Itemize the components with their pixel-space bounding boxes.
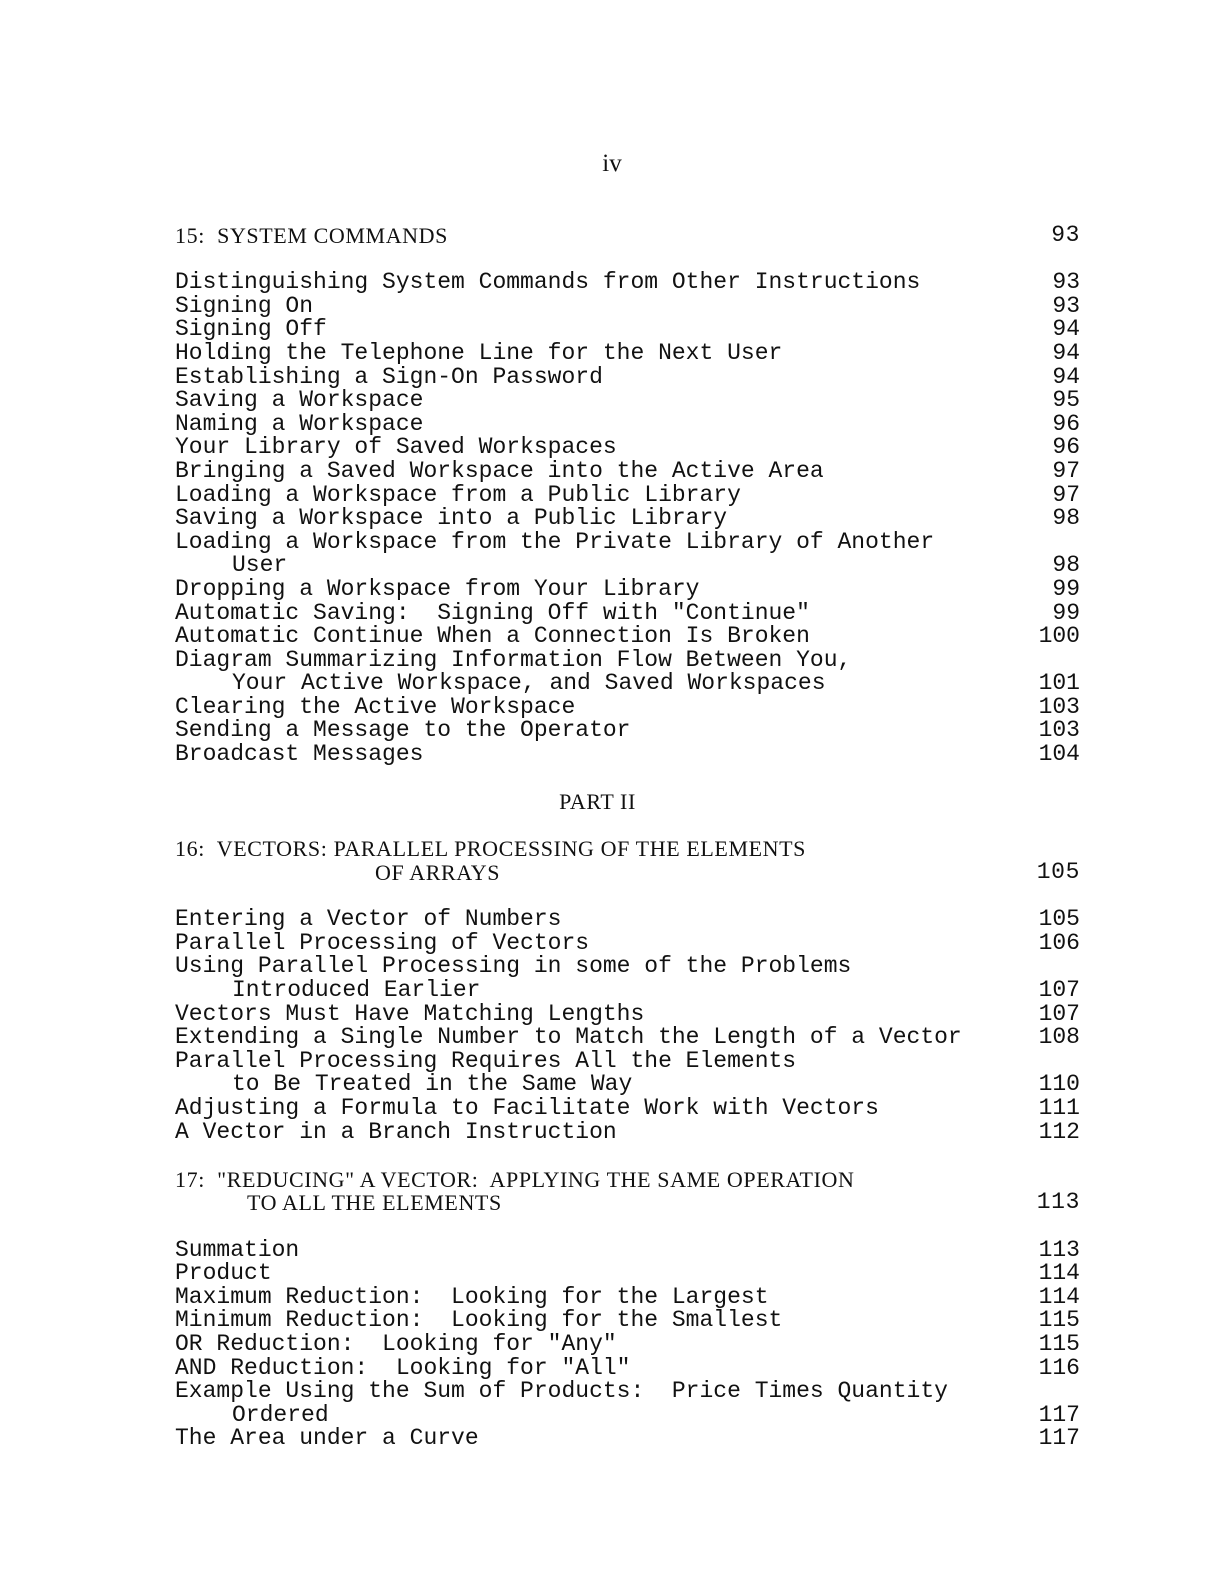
toc-entry	[175, 389, 1080, 413]
entry-title-continued: Ordered	[232, 1401, 329, 1428]
entry-page: 94	[1052, 316, 1080, 343]
entry-page: 112	[1038, 1118, 1080, 1145]
toc-list	[175, 908, 1080, 1144]
toc-entry	[175, 599, 1080, 626]
entry-title: Maximum Reduction: Looking for the Largest	[175, 1283, 769, 1310]
toc-entry	[175, 1118, 1080, 1145]
entry-title-continued: Your Active Workspace, and Saved Workspaces	[232, 670, 826, 697]
table-of-contents	[175, 224, 1080, 1451]
entry-title: Parallel Processing of Vectors	[175, 929, 590, 956]
toc-entry-continued	[175, 979, 1080, 1003]
chapter-title-continued: TO ALL THE ELEMENTS	[247, 1190, 502, 1216]
entry-page: 100	[1038, 623, 1080, 650]
entry-title: Automatic Saving: Signing Off with "Continue"	[175, 599, 810, 626]
entry-page: 98	[1052, 505, 1080, 532]
toc-entry	[175, 271, 1080, 295]
entry-title: Automatic Continue When a Connection Is Broken	[175, 623, 810, 650]
entry-page: 115	[1038, 1307, 1080, 1334]
toc-entry	[175, 1380, 1080, 1404]
entry-title: Entering a Vector of Numbers	[175, 906, 562, 933]
entry-title: The Area under a Curve	[175, 1425, 479, 1452]
entry-page: 113	[1038, 1236, 1080, 1263]
entry-title: Vectors Must Have Matching Lengths	[175, 1000, 645, 1027]
toc-entry	[175, 339, 1080, 366]
entry-title: Sending a Message to the Operator	[175, 717, 631, 744]
entry-page: 96	[1052, 410, 1080, 437]
toc-entry	[175, 481, 1080, 508]
chapter-title: 17: "REDUCING" A VECTOR: APPLYING THE SAME OPERATION	[175, 1166, 855, 1192]
entry-page: 108	[1038, 1024, 1080, 1051]
toc-entry	[175, 693, 1080, 720]
entry-title-continued: User	[232, 552, 288, 579]
entry-title: Example Using the Sum of Products: Price Times Quantity	[175, 1378, 948, 1405]
entry-page: 105	[1038, 906, 1080, 933]
entry-page: 114	[1038, 1283, 1080, 1310]
entry-title: Your Library of Saved Workspaces	[175, 434, 617, 461]
toc-entry	[175, 1000, 1080, 1027]
toc-entry	[175, 1427, 1080, 1451]
entry-title: Clearing the Active Workspace	[175, 693, 576, 720]
toc-entry	[175, 575, 1080, 602]
entry-page: 96	[1052, 434, 1080, 461]
toc-entry	[175, 1283, 1080, 1310]
chapter-title: 16: VECTORS: PARALLEL PROCESSING OF THE ELEMENTS	[175, 836, 807, 862]
chapter-heading	[175, 1168, 1080, 1192]
entry-title: Holding the Telephone Line for the Next User	[175, 339, 783, 366]
entry-title: Saving a Workspace	[175, 387, 424, 414]
entry-page: 111	[1038, 1094, 1080, 1121]
entry-page: 107	[1038, 1000, 1080, 1027]
chapter-heading	[175, 837, 1080, 861]
chapter-page: 93	[1051, 222, 1080, 248]
entry-title: Establishing a Sign-On Password	[175, 363, 603, 390]
entry-page: 94	[1052, 363, 1080, 390]
entry-page: 103	[1038, 717, 1080, 744]
toc-entry	[175, 363, 1080, 390]
toc-entry	[175, 1309, 1080, 1333]
entry-title: A Vector in a Branch Instruction	[175, 1118, 617, 1145]
entry-page: 103	[1038, 693, 1080, 720]
toc-entry	[175, 1047, 1080, 1074]
entry-page: 107	[1038, 977, 1080, 1003]
entry-title: Distinguishing System Commands from Other Instructions	[175, 269, 921, 296]
toc-entry	[175, 528, 1080, 555]
entry-title: OR Reduction: Looking for "Any"	[175, 1330, 617, 1357]
entry-page: 99	[1052, 599, 1080, 626]
entry-title: Summation	[175, 1236, 300, 1263]
entry-title: Product	[175, 1260, 272, 1287]
entry-page: 97	[1052, 457, 1080, 484]
entry-page: 97	[1052, 481, 1080, 508]
entry-page: 101	[1038, 670, 1080, 697]
entry-page: 95	[1052, 387, 1080, 414]
toc-entry-continued	[175, 554, 1080, 578]
toc-entry	[175, 318, 1080, 342]
entry-page: 106	[1038, 929, 1080, 956]
toc-entry-continued	[175, 1401, 1080, 1428]
chapter-title: 15: SYSTEM COMMANDS	[175, 223, 448, 248]
entry-page: 117	[1038, 1401, 1080, 1428]
entry-title: Using Parallel Processing in some of the Problems	[175, 953, 852, 980]
toc-entry	[175, 410, 1080, 437]
entry-title: Signing Off	[175, 316, 327, 343]
entry-title: AND Reduction: Looking for "All"	[175, 1354, 631, 1381]
toc-entry	[175, 743, 1080, 767]
toc-entry	[175, 908, 1080, 932]
toc-entry	[175, 507, 1080, 531]
entry-title: Extending a Single Number to Match the Length of a Vector	[175, 1024, 962, 1051]
toc-entry	[175, 1026, 1080, 1050]
entry-title: Signing On	[175, 292, 314, 319]
toc-entry	[175, 457, 1080, 484]
entry-title: Adjusting a Formula to Facilitate Work with Vectors	[175, 1094, 879, 1121]
entry-title: Minimum Reduction: Looking for the Smallest	[175, 1307, 783, 1334]
entry-title: Diagram Summarizing Information Flow Between You,	[175, 646, 852, 673]
toc-list	[175, 1236, 1080, 1452]
toc-entry	[175, 929, 1080, 956]
toc-list	[175, 271, 1080, 766]
chapter-page: 113	[1036, 1189, 1080, 1216]
entry-title: Parallel Processing Requires All the Elements	[175, 1047, 797, 1074]
chapter-page: 105	[1036, 859, 1080, 886]
entry-page: 93	[1052, 269, 1080, 296]
entry-title: Naming a Workspace	[175, 410, 424, 437]
toc-entry	[175, 436, 1080, 460]
toc-entry	[175, 1330, 1080, 1357]
toc-entry	[175, 1354, 1080, 1381]
chapter-heading	[175, 224, 1080, 248]
entry-page: 110	[1038, 1071, 1080, 1098]
entry-title-continued: Introduced Earlier	[232, 977, 481, 1003]
chapter-heading-continued	[175, 1191, 1080, 1215]
entry-page: 98	[1052, 552, 1080, 579]
entry-page: 115	[1038, 1330, 1080, 1357]
entry-title: Loading a Workspace from the Private Library of Another	[175, 528, 935, 555]
entry-page: 104	[1038, 741, 1080, 768]
toc-entry-continued	[175, 1073, 1080, 1097]
entry-title: Bringing a Saved Workspace into the Active Area	[175, 457, 824, 484]
entry-title: Saving a Workspace into a Public Library	[175, 505, 728, 532]
toc-entry	[175, 955, 1080, 979]
entry-title: Loading a Workspace from a Public Library	[175, 481, 741, 508]
chapter-title-continued: OF ARRAYS	[375, 860, 501, 886]
page-number: iv	[602, 150, 622, 177]
entry-page: 116	[1038, 1354, 1080, 1381]
toc-entry	[175, 625, 1080, 649]
entry-page: 99	[1052, 575, 1080, 602]
toc-entry-continued	[175, 672, 1080, 696]
toc-entry	[175, 292, 1080, 319]
entry-title-continued: to Be Treated in the Same Way	[232, 1071, 633, 1098]
toc-entry	[175, 1262, 1080, 1286]
entry-title: Dropping a Workspace from Your Library	[175, 575, 700, 602]
entry-page: 94	[1052, 339, 1080, 366]
toc-entry	[175, 646, 1080, 673]
toc-entry	[175, 719, 1080, 743]
chapter-heading-continued	[175, 861, 1080, 885]
toc-entry	[175, 1094, 1080, 1121]
entry-page: 93	[1052, 292, 1080, 319]
entry-title: Broadcast Messages	[175, 741, 424, 768]
toc-entry	[175, 1236, 1080, 1263]
part-heading: PART II	[559, 789, 636, 815]
entry-page: 114	[1038, 1260, 1080, 1287]
entry-page: 117	[1038, 1425, 1080, 1452]
